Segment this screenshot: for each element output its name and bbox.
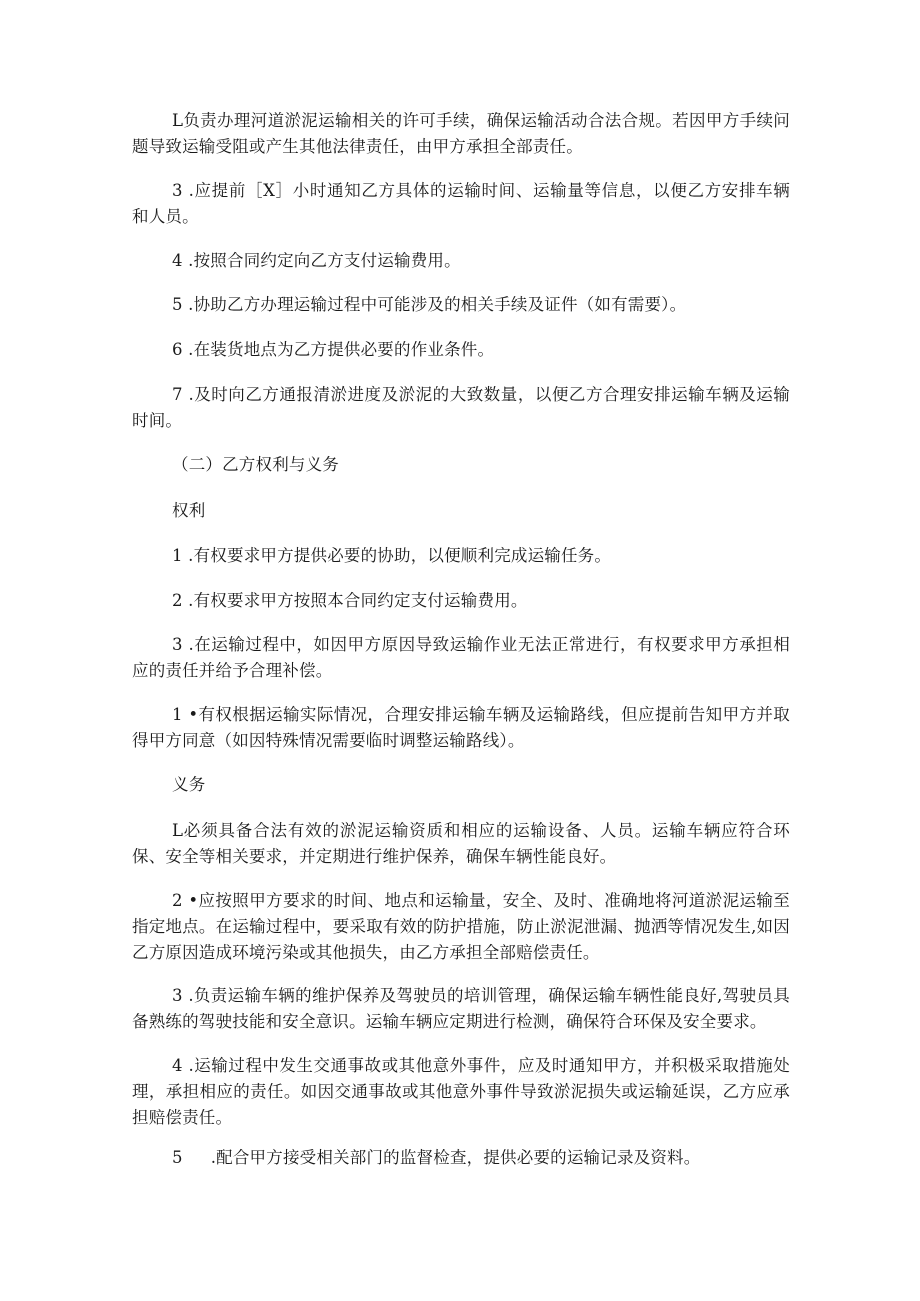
party-a-obligation-5: 5 .协助乙方办理运输过程中可能涉及的相关手续及证件（如有需要）。 xyxy=(172,295,687,314)
party-b-right-1: 1 .有权要求甲方提供必要的协助，以便顺利完成运输任务。 xyxy=(172,546,612,565)
party-b-obligation-5-number: 5 xyxy=(172,1148,183,1167)
party-b-obligation-1: L必须具备合法有效的淤泥运输资质和相应的运输设备、人员。运输车辆应符合环保、安全等相关要求，并定期进行维护保养，确保车辆性能良好。 xyxy=(132,821,790,866)
party-b-right-3: 3 .在运输过程中，如因甲方原因导致运输作业无法正常进行，有权要求甲方承担相应的责任并给予合理补偿。 xyxy=(132,635,790,680)
obligations-heading: 义务 xyxy=(172,775,206,794)
rights-heading: 权利 xyxy=(172,501,206,520)
party-b-obligation-5-text: .配合甲方接受相关部门的监督检查，提供必要的运输记录及资料。 xyxy=(210,1148,701,1167)
party-a-obligation-2: L负责办理河道淤泥运输相关的许可手续，确保运输活动合法合规。若因甲方手续问题导致运输受阻或产生其他法律责任，由甲方承担全部责任。 xyxy=(132,111,790,156)
party-b-obligation-2: 2 •应按照甲方要求的时间、地点和运输量，安全、及时、准确地将河道淤泥运输至指定地点。在运输过程中，要采取有效的防护措施，防止淤泥泄漏、抛洒等情况发生,如因乙方原因造成环境污染或其他损失，由乙方承担全部赔偿责任。 xyxy=(132,891,790,962)
party-b-section-title: （二）乙方权利与义务 xyxy=(172,455,339,474)
party-b-obligation-4: 4 .运输过程中发生交通事故或其他意外事件，应及时通知甲方，并积极采取措施处理，承担相应的责任。如因交通事故或其他意外事件导致淤泥损失或运输延误，乙方应承担赔偿责任。 xyxy=(132,1056,790,1127)
party-b-right-4: 1 •有权根据运输实际情况，合理安排运输车辆及运输路线，但应提前告知甲方并取得甲方同意（如因特殊情况需要临时调整运输路线）。 xyxy=(132,705,790,750)
party-a-obligation-7: 7 .及时向乙方通报清淤进度及淤泥的大致数量，以便乙方合理安排运输车辆及运输时间。 xyxy=(132,385,790,430)
party-b-obligation-3: 3 .负责运输车辆的维护保养及驾驶员的培训管理，确保运输车辆性能良好,驾驶员具备熟练的驾驶技能和安全意识。运输车辆应定期进行检测，确保符合环保及安全要求。 xyxy=(132,986,790,1031)
party-b-obligation-5 xyxy=(132,1145,790,1171)
party-a-obligation-3: 3 .应提前［X］小时通知乙方具体的运输时间、运输量等信息，以便乙方安排车辆和人员。 xyxy=(132,181,790,226)
party-a-obligation-4: 4 .按照合同约定向乙方支付运输费用。 xyxy=(172,251,461,270)
party-a-obligation-6: 6 .在装货地点为乙方提供必要的作业条件。 xyxy=(172,340,495,359)
party-b-right-2: 2 .有权要求甲方按照本合同约定支付运输费用。 xyxy=(172,591,528,610)
